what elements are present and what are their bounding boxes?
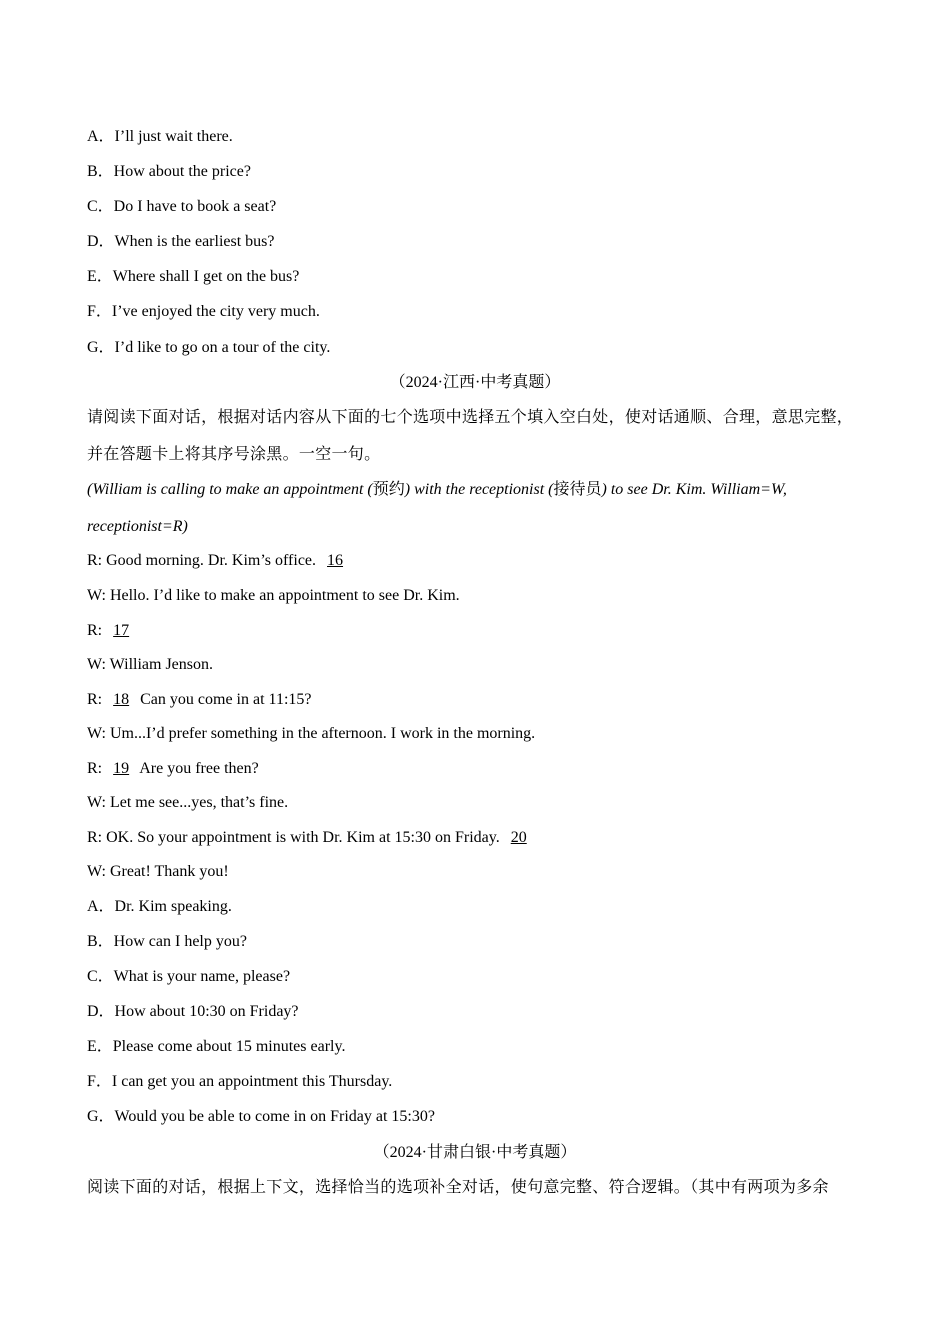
q1-option-f: F．I’ve enjoyed the city very much. [87, 303, 320, 320]
dialogue-line-5 [87, 690, 312, 710]
q2-option-d: D．How about 10:30 on Friday? [87, 1003, 299, 1020]
blank-18[interactable]: 18 [113, 691, 130, 708]
blank-20[interactable]: 20 [510, 829, 527, 846]
q1-option-c: C．Do I have to book a seat? [87, 198, 277, 215]
section2-instruction-line1: 请阅读下面对话，根据对话内容从下面的七个选项中选择五个填入空白处，使对话通顺、合理，意思完整， [87, 409, 854, 426]
section3-source: （2024·甘肃白银·中考真题） [373, 1144, 577, 1161]
q1-option-g: G．I’d like to go on a tour of the city. [87, 339, 331, 356]
context-cn-receptionist: 接待员 [553, 481, 602, 498]
dialogue-text: Are you free then? [136, 760, 259, 777]
q1-option-d: D．When is the earliest bus? [87, 233, 275, 250]
q2-option-c: C．What is your name, please? [87, 968, 291, 985]
dialogue-line-2: W: Hello. I’d like to make an appointment to see Dr. Kim. [87, 587, 460, 604]
section2-instruction-line2: 并在答题卡上将其序号涂黑。一空一句。 [87, 446, 381, 463]
context-part1: (William is calling to make an appointment ( [87, 481, 373, 498]
dialogue-line-10: W: Great! Thank you! [87, 863, 229, 880]
context-cn-appointment: 预约 [372, 481, 405, 498]
q1-option-e: E．Where shall I get on the bus? [87, 268, 300, 285]
dialogue-line-9 [87, 828, 534, 848]
context-part2: ) with the receptionist ( [404, 481, 554, 498]
dialogue-line-1 [87, 551, 350, 571]
dialogue-line-7 [87, 759, 259, 779]
section2-source: （2024·江西·中考真题） [389, 374, 561, 391]
blank-19[interactable]: 19 [113, 760, 130, 777]
context-part3: ) to see Dr. Kim. William=W, [601, 481, 787, 498]
q2-option-f: F．I can get you an appointment this Thursday. [87, 1073, 393, 1090]
dialogue-line-8: W: Let me see...yes, that’s fine. [87, 794, 289, 811]
q1-option-b: B．How about the price? [87, 163, 251, 180]
q2-option-g: G．Would you be able to come in on Friday at 15:30? [87, 1108, 435, 1125]
q2-option-e: E．Please come about 15 minutes early. [87, 1038, 346, 1055]
section2-context [87, 480, 787, 500]
blank-17[interactable]: 17 [113, 622, 130, 639]
dialogue-line-3 [87, 621, 136, 641]
q2-option-a: A．Dr. Kim speaking. [87, 898, 232, 915]
dialogue-text: R: Good morning. Dr. Kim’s office. [87, 552, 321, 569]
dialogue-line-4: W: William Jenson. [87, 656, 214, 673]
dialogue-line-6: W: Um...I’d prefer something in the afternoon. I work in the morning. [87, 725, 536, 742]
dialogue-text: Can you come in at 11:15? [136, 691, 312, 708]
q1-option-a: A．I’ll just wait there. [87, 128, 233, 145]
section2-context-line2: receptionist=R) [87, 518, 188, 535]
q2-option-b: B．How can I help you? [87, 933, 247, 950]
section3-instruction-line1: 阅读下面的对话，根据上下文，选择恰当的选项补全对话，使句意完整、符合逻辑。（其中有两项为多余 [87, 1179, 829, 1196]
blank-16[interactable]: 16 [327, 552, 344, 569]
dialogue-text: R: [87, 622, 107, 639]
dialogue-text: R: [87, 760, 107, 777]
dialogue-text: R: [87, 691, 107, 708]
dialogue-text: R: OK. So your appointment is with Dr. Kim at 15:30 on Friday. [87, 829, 504, 846]
